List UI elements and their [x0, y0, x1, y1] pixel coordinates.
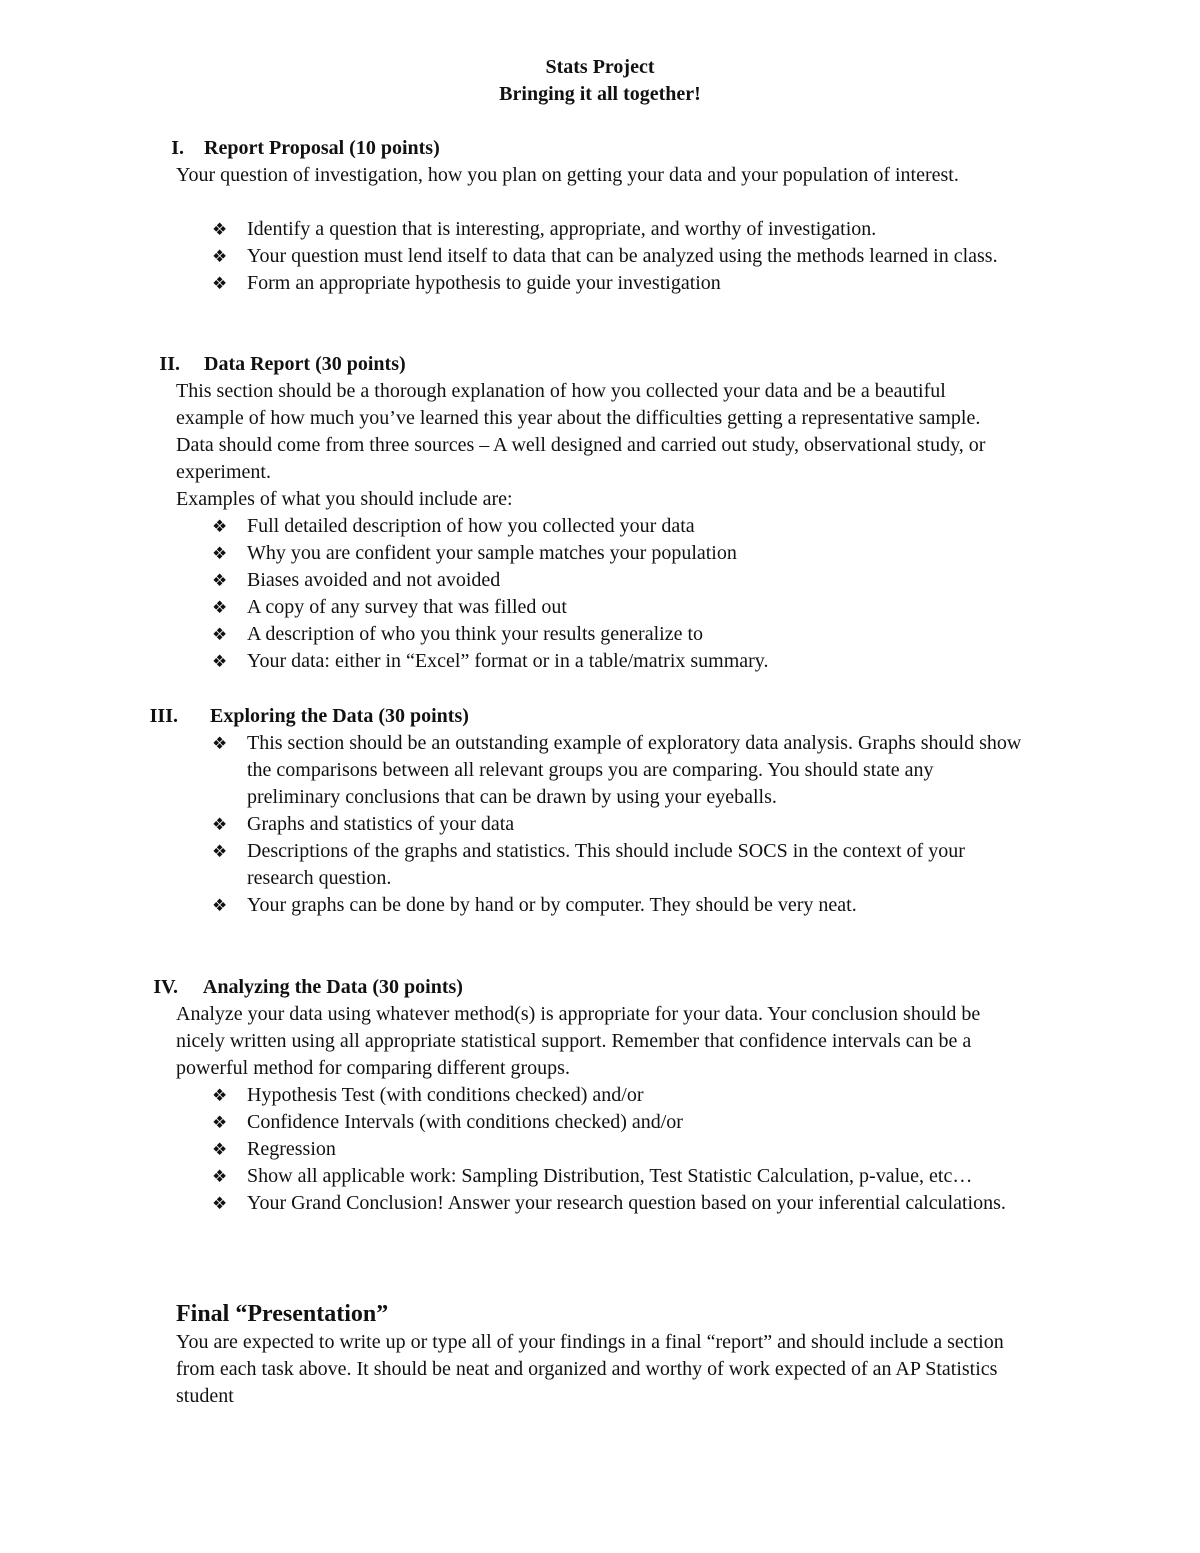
diamond-bullet-icon: ❖ — [212, 1167, 228, 1186]
list-item: ❖ Biases avoided and not avoided — [212, 567, 1032, 594]
list-item: ❖ Confidence Intervals (with conditions checked) and/or — [212, 1109, 1032, 1136]
diamond-bullet-icon: ❖ — [212, 625, 228, 644]
document-subtitle: Bringing it all together! — [499, 83, 701, 105]
diamond-bullet-icon: ❖ — [212, 598, 228, 617]
diamond-bullet-icon: ❖ — [212, 652, 228, 671]
section-title: Exploring the Data (30 points) — [210, 705, 469, 727]
section-4-heading — [146, 974, 463, 1001]
diamond-bullet-icon: ❖ — [212, 1086, 228, 1105]
section-1-heading — [160, 135, 440, 162]
final-presentation-body: You are expected to write up or type all of your findings in a final “report” and should include a section from each task above. It should be neat and organized and worthy of work expected of an AP Statistics student — [176, 1331, 1004, 1407]
list-item: ❖ Full detailed description of how you collected your data — [212, 513, 1032, 540]
section-numeral: IV. — [153, 976, 178, 998]
diamond-bullet-icon: ❖ — [212, 220, 228, 239]
section-2-intro: This section should be a thorough explanation of how you collected your data and be a beautiful example of how much you’ve learned this year about the difficulties getting a representative sample. Data should come from three sources – A well designed and carried out study, observational study, or experiment. — [176, 380, 986, 483]
section-3-bullets — [212, 730, 1027, 919]
list-item: ❖ This section should be an outstanding example of exploratory data analysis. Graphs should show the comparisons between all relevant groups you are comparing. You should state any preliminary conclusions that can be drawn by using your eyeballs. — [212, 732, 1022, 808]
document-title: Stats Project — [545, 56, 655, 78]
final-presentation-heading: Final “Presentation” — [176, 1301, 389, 1327]
diamond-bullet-icon: ❖ — [212, 517, 228, 536]
diamond-bullet-icon: ❖ — [212, 734, 228, 753]
section-3-heading — [142, 703, 469, 730]
diamond-bullet-icon: ❖ — [212, 571, 228, 590]
section-numeral: II. — [159, 353, 180, 375]
section-title: Report Proposal (10 points) — [204, 137, 440, 159]
list-item: ❖ Identify a question that is interesting, appropriate, and worthy of investigation. — [212, 216, 1032, 243]
diamond-bullet-icon: ❖ — [212, 842, 228, 861]
list-item: ❖ Hypothesis Test (with conditions checked) and/or — [212, 1082, 1032, 1109]
list-item: ❖ Your question must lend itself to data that can be analyzed using the methods learned in class. — [212, 243, 1032, 270]
list-item: ❖ Your graphs can be done by hand or by computer. They should be very neat. — [212, 892, 1027, 919]
section-4-intro: Analyze your data using whatever method(s) is appropriate for your data. Your conclusion should be nicely written using all appropriate statistical support. Remember that confidence intervals can be a powerful method for comparing different groups. — [176, 1003, 981, 1079]
section-title: Analyzing the Data (30 points) — [202, 976, 463, 998]
list-item: ❖ Why you are confident your sample matches your population — [212, 540, 1032, 567]
section-numeral: III. — [149, 705, 178, 727]
section-4-bullets — [212, 1082, 1032, 1217]
list-item: ❖ Descriptions of the graphs and statistics. This should include SOCS in the context of your research question. — [212, 840, 965, 889]
section-2-bullets — [212, 513, 1032, 675]
section-numeral: I. — [171, 137, 184, 159]
diamond-bullet-icon: ❖ — [212, 1140, 228, 1159]
list-item: ❖ A copy of any survey that was filled out — [212, 594, 1032, 621]
section-1-bullets — [212, 216, 1032, 297]
list-item: ❖ Regression — [212, 1136, 1032, 1163]
list-item: ❖ Form an appropriate hypothesis to guide your investigation — [212, 270, 1032, 297]
diamond-bullet-icon: ❖ — [212, 247, 228, 266]
diamond-bullet-icon: ❖ — [212, 815, 228, 834]
section-1-intro: Your question of investigation, how you plan on getting your data and your population of interest. — [176, 164, 959, 186]
list-item: ❖ A description of who you think your results generalize to — [212, 621, 1032, 648]
list-item: ❖ Show all applicable work: Sampling Distribution, Test Statistic Calculation, p-value, etc… — [212, 1163, 1032, 1190]
list-item: ❖ Graphs and statistics of your data — [212, 811, 1027, 838]
section-2-examples-label: Examples of what you should include are: — [176, 488, 513, 510]
section-2-heading — [150, 351, 406, 378]
diamond-bullet-icon: ❖ — [212, 896, 228, 915]
diamond-bullet-icon: ❖ — [212, 544, 228, 563]
list-item: ❖ Your Grand Conclusion! Answer your research question based on your inferential calculations. — [212, 1190, 1032, 1217]
list-item: ❖ Your data: either in “Excel” format or in a table/matrix summary. — [212, 648, 1032, 675]
section-title: Data Report (30 points) — [204, 353, 406, 375]
diamond-bullet-icon: ❖ — [212, 1194, 228, 1213]
diamond-bullet-icon: ❖ — [212, 1113, 228, 1132]
diamond-bullet-icon: ❖ — [212, 274, 228, 293]
